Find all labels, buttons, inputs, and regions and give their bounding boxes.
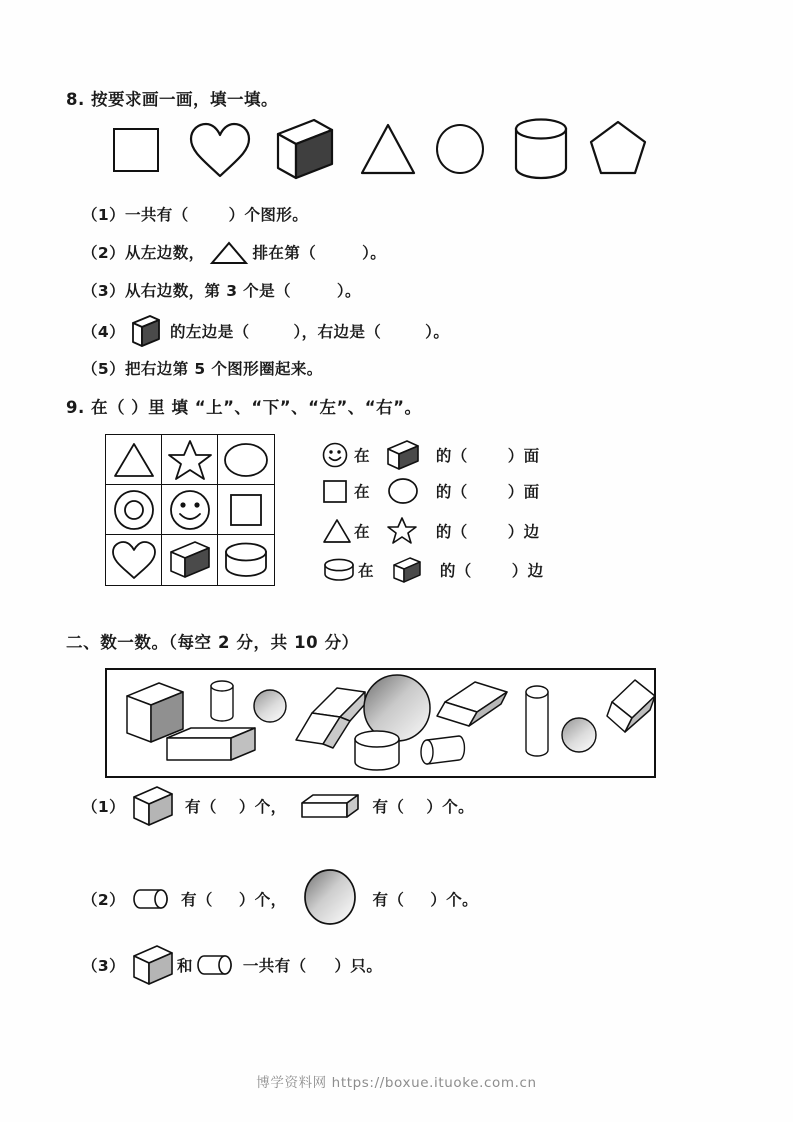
grid-cell-3-3 — [218, 535, 274, 585]
q9-statement-4 — [322, 555, 544, 585]
q8-item-5-text: 把右边第 5 个图形圈起来。 — [125, 360, 323, 378]
shape-circle — [436, 124, 484, 174]
solid-cube — [127, 683, 183, 742]
section2-item-1-number: （1） — [82, 798, 125, 816]
section2-item-2-number: （2） — [82, 891, 125, 909]
q8-item-4-text-mid: ），右边是（ — [293, 323, 382, 341]
q9-statement-2 — [322, 477, 540, 505]
ellipse-icon — [223, 441, 269, 479]
shape-cylinder — [513, 118, 569, 180]
star-icon — [386, 516, 418, 546]
q9-statement-2-zai: 在 — [354, 483, 370, 501]
question-8-heading: 8. 按要求画一画，填一填。 — [66, 90, 278, 109]
circle-icon — [386, 477, 420, 505]
square-icon — [322, 478, 348, 504]
section2-item-3-number: （3） — [82, 957, 125, 975]
shape-triangle — [360, 123, 416, 175]
section-2-heading: 二、数一数。（每空 2 分，共 10 分） — [66, 633, 359, 652]
q8-item-5-number: （5） — [82, 360, 125, 378]
q8-item-4-number: （4） — [82, 323, 125, 341]
section2-item-1-mid: ）个， — [238, 798, 287, 816]
solid-cylinder-short — [355, 731, 399, 770]
q8-item-3 — [82, 279, 361, 301]
section2-item-2 — [82, 870, 478, 928]
section2-item-1-tail: ）个。 — [426, 798, 475, 816]
smiley-icon — [322, 442, 348, 468]
q9-statement-1-de: 的（ — [435, 447, 468, 465]
section2-item-2-mid: ）个， — [238, 891, 287, 909]
solid-cuboid-slab — [437, 682, 507, 726]
triangle-icon — [210, 240, 248, 264]
smiley-icon — [169, 489, 211, 531]
grid-cell-1-2 — [162, 435, 218, 485]
q8-item-2-text-after: ）。 — [362, 244, 387, 262]
solids-container — [105, 668, 656, 778]
square-icon — [229, 493, 263, 527]
shape-square — [113, 128, 159, 172]
q8-item-5 — [82, 357, 323, 379]
cuboid-icon — [131, 314, 161, 348]
cube-icon — [168, 539, 212, 581]
grid-cell-2-2 — [162, 485, 218, 535]
cube-icon — [131, 784, 175, 828]
q9-statement-4-de: 的（ — [439, 562, 472, 580]
q8-item-1-text-after: ）个图形。 — [228, 206, 309, 224]
cylinder-icon — [322, 557, 356, 583]
q9-statement-3-tail: ）边 — [507, 523, 540, 541]
q8-item-2-number: （2） — [82, 244, 125, 262]
solid-cylinder-tall — [211, 681, 233, 721]
footer-watermark: 博学资料网 https://boxue.ituoke.com.cn — [256, 1075, 537, 1091]
section2-item-1 — [82, 784, 474, 828]
q8-item-1-number: （1） — [82, 206, 125, 224]
q9-statement-1-tail: ）面 — [507, 447, 540, 465]
grid-cell-2-1 — [106, 485, 162, 535]
q9-statement-3 — [322, 516, 540, 546]
q8-item-1-text-before: 一共有（ — [125, 206, 189, 224]
section2-item-2-tail: ）个。 — [430, 891, 479, 909]
q9-statement-3-zai: 在 — [354, 523, 370, 541]
q9-statement-4-tail: ）边 — [511, 562, 544, 580]
section2-item-3-tail: ）只。 — [334, 957, 383, 975]
section2-item-2-text-b: 有（ — [372, 891, 405, 909]
q8-item-3-text-after: ）。 — [336, 282, 361, 300]
cube-icon — [386, 438, 420, 472]
q8-item-4-text-after: ）。 — [425, 323, 450, 341]
section2-item-3-text-b: 一共有（ — [242, 957, 307, 975]
section2-item-1-text-b: 有（ — [372, 798, 405, 816]
ring-icon — [112, 489, 156, 531]
cylinder-lying-icon — [131, 887, 171, 911]
q9-statement-2-de: 的（ — [435, 483, 468, 501]
shape-pentagon — [589, 120, 647, 176]
q9-statement-4-zai: 在 — [358, 562, 374, 580]
grid-cell-3-1 — [106, 535, 162, 585]
heart-icon — [111, 540, 157, 580]
q8-item-2 — [82, 240, 386, 264]
q8-item-1 — [82, 203, 308, 225]
solid-cylinder-vertical — [526, 686, 548, 756]
grid-cell-1-3 — [218, 435, 274, 485]
star-icon — [168, 439, 212, 481]
triangle-icon — [112, 441, 156, 479]
q8-item-4-text-before: 的左边是（ — [170, 323, 250, 341]
solid-sphere-mid — [562, 718, 596, 752]
cylinder-lying-icon — [195, 953, 235, 977]
question-9-heading: 9. 在（ ）里 填 “上”、“下”、“左”、“右”。 — [66, 398, 422, 417]
grid-cell-1-1 — [106, 435, 162, 485]
triangle-icon — [322, 518, 352, 544]
solid-cuboid-diamond — [607, 680, 655, 732]
q9-statement-3-de: 的（ — [435, 523, 468, 541]
section2-item-3 — [82, 943, 382, 987]
solid-sphere-small — [254, 690, 286, 722]
shape-heart — [189, 122, 251, 178]
solid-cuboid-flat — [167, 728, 255, 760]
q8-item-2-text-before: 从左边数， — [125, 244, 205, 262]
section2-item-3-text-a: 和 — [177, 957, 193, 975]
q9-statement-1-zai: 在 — [354, 447, 370, 465]
q8-item-3-number: （3） — [82, 282, 125, 300]
sphere-icon — [301, 870, 359, 928]
section2-item-1-text-a: 有（ — [185, 798, 217, 816]
q8-item-2-text-mid: 排在第（ — [252, 244, 317, 262]
section2-item-2-text-a: 有（ — [181, 891, 213, 909]
shape-cuboid — [276, 118, 334, 180]
q9-statement-1 — [322, 438, 540, 472]
cube-icon — [392, 555, 422, 585]
cube-icon — [131, 943, 175, 987]
q8-item-3-text-before: 从右边数，第 3 个是（ — [125, 282, 291, 300]
shape-grid — [105, 434, 275, 586]
q8-item-4 — [82, 314, 449, 348]
cylinder-icon — [222, 541, 270, 579]
cuboid-flat-icon — [299, 791, 361, 821]
grid-cell-2-3 — [218, 485, 274, 535]
grid-cell-3-2 — [162, 535, 218, 585]
solid-cylinder-lying — [421, 736, 464, 764]
q9-statement-2-tail: ）面 — [507, 483, 540, 501]
